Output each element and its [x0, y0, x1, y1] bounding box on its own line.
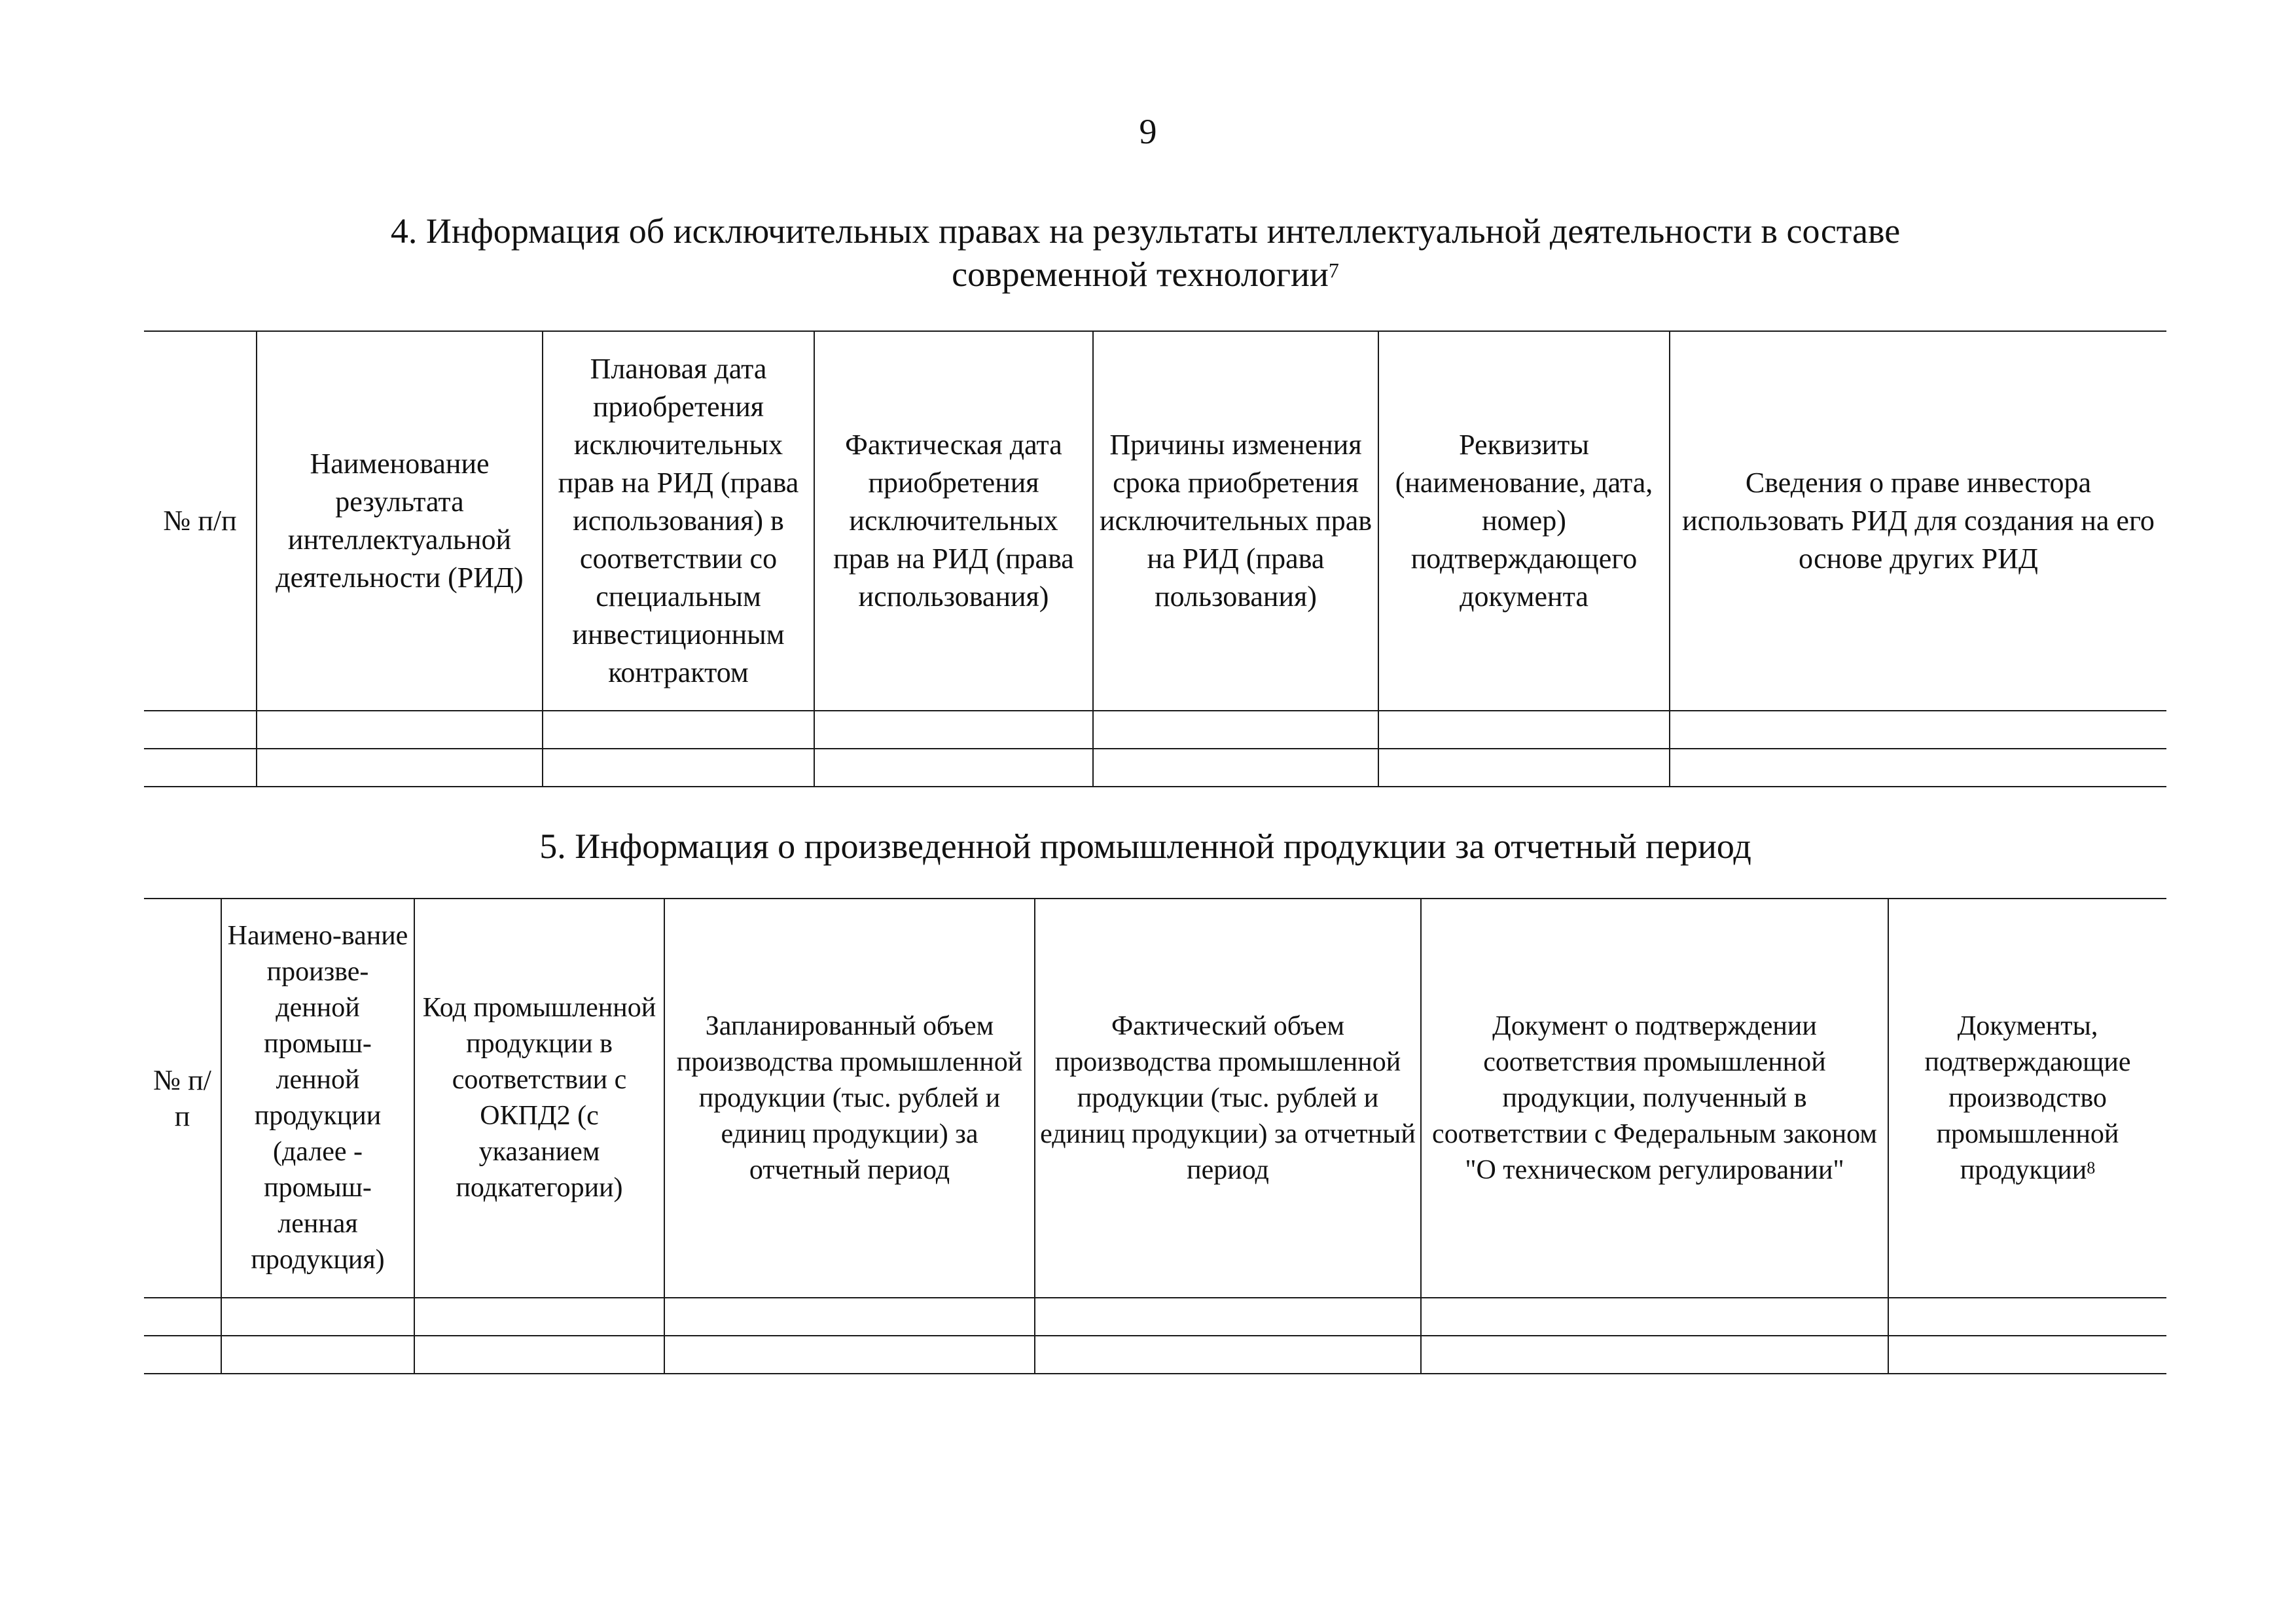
industrial-products-table: [144, 898, 2166, 1374]
col-header-production-documents: [1888, 899, 2166, 1298]
col-header-change-reasons: Причины изменения срока приобретения исключительных прав на РИД (права пользования): [1093, 331, 1378, 711]
col-header-product-name: Наимено-вание произве-денной промыш-ленной продукции (далее - промыш-ленная продукция): [221, 899, 414, 1298]
table-header-row: [144, 899, 2166, 1298]
table-row: [144, 749, 2166, 787]
table-cell[interactable]: [1093, 711, 1378, 749]
col-header-planned-date: Плановая дата приобретения исключительных прав на РИД (права использования) в соответствии со специальным инвестиционным контрактом: [543, 331, 814, 711]
table-cell[interactable]: [1378, 749, 1670, 787]
table-cell[interactable]: [1035, 1298, 1421, 1336]
col-header-number: № п/п: [144, 899, 221, 1298]
table-cell[interactable]: [664, 1336, 1035, 1374]
table-cell[interactable]: [144, 711, 257, 749]
footnote-marker-7: 7: [1328, 259, 1339, 282]
table-header-row: [144, 331, 2166, 711]
rid-rights-table: [144, 330, 2166, 787]
table-cell[interactable]: [144, 1336, 221, 1374]
table-cell[interactable]: [221, 1336, 414, 1374]
table-cell[interactable]: [221, 1298, 414, 1336]
table-cell[interactable]: [664, 1298, 1035, 1336]
col-header-number: № п/п: [144, 331, 257, 711]
table-cell[interactable]: [1035, 1336, 1421, 1374]
page-number: 9: [1139, 112, 1157, 151]
col-header-production-documents-text: Документы, подтверждающие производство промышленной продукции: [1924, 1010, 2131, 1185]
table-cell[interactable]: [1421, 1298, 1888, 1336]
table-cell[interactable]: [814, 711, 1093, 749]
table-cell[interactable]: [1670, 749, 2166, 787]
table-cell[interactable]: [144, 1298, 221, 1336]
table-cell[interactable]: [1093, 749, 1378, 787]
table-cell[interactable]: [814, 749, 1093, 787]
table-cell[interactable]: [1670, 711, 2166, 749]
table-cell[interactable]: [144, 749, 257, 787]
table-cell[interactable]: [414, 1336, 664, 1374]
table-row: [144, 1298, 2166, 1336]
col-header-investor-rights: Сведения о праве инвестора использовать РИД для создания на его основе других РИД: [1670, 331, 2166, 711]
table-cell[interactable]: [543, 711, 814, 749]
footnote-marker-8: 8: [2087, 1158, 2096, 1177]
section-4-title: [196, 209, 2094, 296]
table-cell[interactable]: [414, 1298, 664, 1336]
col-header-rid-name: Наименование результата интеллектуальной деятельности (РИД): [257, 331, 543, 711]
table-cell[interactable]: [257, 749, 543, 787]
table-cell[interactable]: [257, 711, 543, 749]
table-row: [144, 711, 2166, 749]
col-header-actual-date: Фактическая дата приобретения исключительных прав на РИД (права использования): [814, 331, 1093, 711]
col-header-conformity-document: Документ о подтверждении соответствия промышленной продукции, полученный в соответствии с Федеральным законом "О техническом регулировании": [1421, 899, 1888, 1298]
table-cell[interactable]: [543, 749, 814, 787]
section-4-title-line2: современной технологии: [952, 255, 1329, 294]
col-header-document-details: Реквизиты (наименование, дата, номер) подтверждающего документа: [1378, 331, 1670, 711]
table-cell[interactable]: [1888, 1298, 2166, 1336]
table-cell[interactable]: [1421, 1336, 1888, 1374]
section-5-title: 5. Информация о произведенной промышленной продукции за отчетный период: [539, 827, 1751, 866]
table-cell[interactable]: [1888, 1336, 2166, 1374]
col-header-planned-volume: Запланированный объем производства промышленной продукции (тыс. рублей и единиц продукции) за отчетный период: [664, 899, 1035, 1298]
table-cell[interactable]: [1378, 711, 1670, 749]
col-header-actual-volume: Фактический объем производства промышленной продукции (тыс. рублей и единиц продукции) за отчетный период: [1035, 899, 1421, 1298]
table-row: [144, 1336, 2166, 1374]
section-4-title-line1: 4. Информация об исключительных правах на результаты интеллектуальной деятельности в составе: [390, 211, 1901, 251]
col-header-okpd2-code: Код промышленной продукции в соответствии с ОКПД2 (с указанием подкатегории): [414, 899, 664, 1298]
